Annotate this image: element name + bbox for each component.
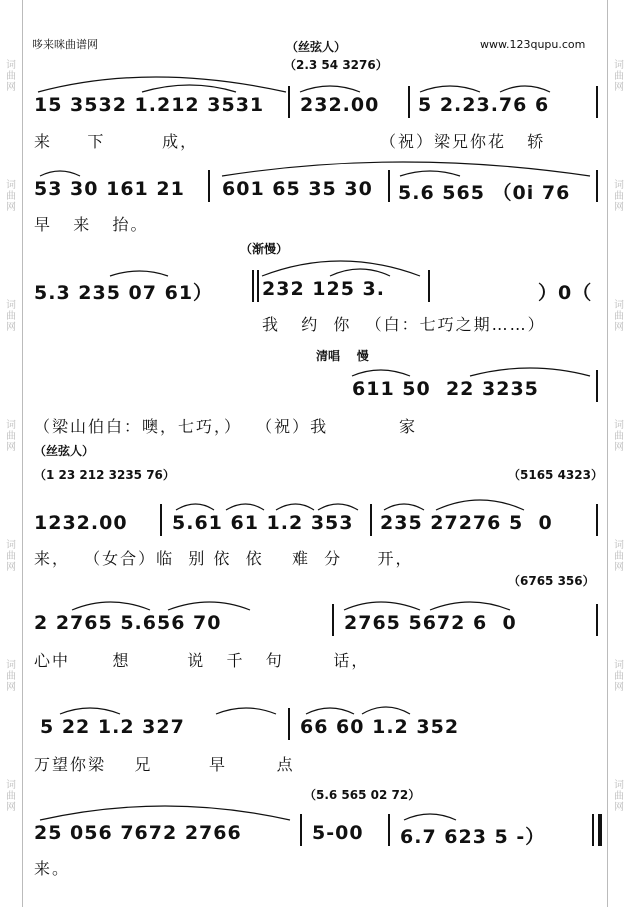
row2-measure-3: 5.6 565 （0i 76 bbox=[398, 182, 571, 204]
row1-measure-1: 15 3532 1.212 3531 bbox=[34, 94, 265, 116]
row4-measure: 611 50 22 3235 bbox=[352, 378, 539, 400]
row2-measure-1: 53 30 161 21 bbox=[34, 178, 185, 200]
row3-measure-1: 5.3 235 07 61） bbox=[34, 282, 214, 304]
row5-accomp-phrase: （1 23 212 3235 76） bbox=[34, 468, 175, 482]
row1-measure-2: 232.00 bbox=[300, 94, 380, 116]
row8-measure-1: 25 056 7672 2766 bbox=[34, 822, 242, 844]
row5-accomp-phrase-2: （5165 4323） bbox=[508, 468, 603, 482]
barline bbox=[596, 370, 598, 402]
watermark-right-5: 词曲网 bbox=[614, 540, 624, 573]
row6-measure-1: 2 2765 5.656 70 bbox=[34, 612, 222, 634]
row3-measure-2: 232 125 3. bbox=[262, 278, 385, 300]
row5-measure-1: 1232.00 bbox=[34, 512, 128, 534]
watermark-right-3: 词曲网 bbox=[614, 300, 624, 333]
watermark-right-1: 词曲网 bbox=[614, 60, 624, 93]
row5-measure-3: 235 27276 5 0 bbox=[380, 512, 553, 534]
final-barline-thick bbox=[598, 814, 602, 846]
barline bbox=[208, 170, 210, 202]
barline bbox=[332, 604, 334, 636]
barline bbox=[596, 86, 598, 118]
row6-lyric: 心中 想 说 千 句 话， bbox=[34, 651, 370, 670]
barline bbox=[388, 814, 390, 846]
row7-measure-1: 5 22 1.2 327 bbox=[40, 716, 185, 738]
watermark-left-4: 词曲网 bbox=[6, 420, 16, 453]
row3-lyric: 我 约 你 （白：七巧之期……） bbox=[262, 315, 546, 334]
watermark-left-6: 词曲网 bbox=[6, 660, 16, 693]
row7-lyric: 万望你梁 兄 早 点 bbox=[34, 755, 295, 774]
row8-measure-3: 6.7 623 5 -） bbox=[400, 826, 546, 848]
barline bbox=[408, 86, 410, 118]
barline bbox=[370, 504, 372, 536]
barline bbox=[428, 270, 430, 302]
row1-lyric-2: （祝）梁兄你花 轿 bbox=[380, 132, 546, 151]
watermark-left-3: 词曲网 bbox=[6, 300, 16, 333]
row5-measure-2: 5.61 61 1.2 353 bbox=[172, 512, 354, 534]
watermark-left-1: 词曲网 bbox=[6, 60, 16, 93]
watermark-left-7: 词曲网 bbox=[6, 780, 16, 813]
site-url-right: www.123qupu.com bbox=[480, 38, 586, 51]
row1-measure-3: 5 2.23.76 6 bbox=[418, 94, 550, 116]
site-name-left: 哆来咪曲谱网 bbox=[32, 38, 98, 51]
row1-lyric-1: 来 下 成， bbox=[34, 132, 199, 151]
final-barline-thin bbox=[592, 814, 594, 846]
row6-accomp-phrase: （6765 356） bbox=[508, 574, 595, 588]
barline bbox=[596, 504, 598, 536]
row3-measure-3: ）0（ bbox=[538, 282, 593, 304]
barline bbox=[388, 170, 390, 202]
watermark-right-6: 词曲网 bbox=[614, 660, 624, 693]
watermark-left-2: 词曲网 bbox=[6, 180, 16, 213]
right-watermark-strip bbox=[607, 0, 630, 907]
barline bbox=[596, 170, 598, 202]
barline bbox=[160, 504, 162, 536]
row1-instrument-mark: （丝弦人） bbox=[286, 40, 347, 54]
barline bbox=[252, 270, 254, 302]
watermark-right-4: 词曲网 bbox=[614, 420, 624, 453]
watermark-right-2: 词曲网 bbox=[614, 180, 624, 213]
row2-lyric: 早 来 抬。 bbox=[34, 215, 149, 234]
barline bbox=[300, 814, 302, 846]
row8-accomp-phrase: （5.6 565 02 72） bbox=[304, 788, 421, 802]
row1-accomp-phrase: （2.3 54 3276） bbox=[284, 58, 388, 72]
row7-measure-2: 66 60 1.2 352 bbox=[300, 716, 460, 738]
row2-measure-2: 601 65 35 30 bbox=[222, 178, 373, 200]
row8-measure-2: 5-00 bbox=[312, 822, 364, 844]
watermark-right-7: 词曲网 bbox=[614, 780, 624, 813]
row6-measure-2: 2765 5672 6 0 bbox=[344, 612, 517, 634]
barline bbox=[596, 604, 598, 636]
row4-singing-mark: 清唱 慢 bbox=[316, 349, 369, 363]
row3-tempo-mark: （渐慢） bbox=[240, 242, 289, 256]
barline bbox=[288, 86, 290, 118]
barline bbox=[257, 270, 259, 302]
row5-lyric: 来， （女合）临 别 依 依 难 分 开， bbox=[34, 549, 414, 568]
row4-lyric: （梁山伯白：噢，七巧，） （祝）我 家 bbox=[34, 417, 418, 436]
barline bbox=[288, 708, 290, 740]
left-watermark-strip bbox=[0, 0, 23, 907]
row8-lyric: 来。 bbox=[34, 859, 71, 878]
watermark-left-5: 词曲网 bbox=[6, 540, 16, 573]
row5-instrument-mark: （丝弦人） bbox=[34, 444, 95, 458]
